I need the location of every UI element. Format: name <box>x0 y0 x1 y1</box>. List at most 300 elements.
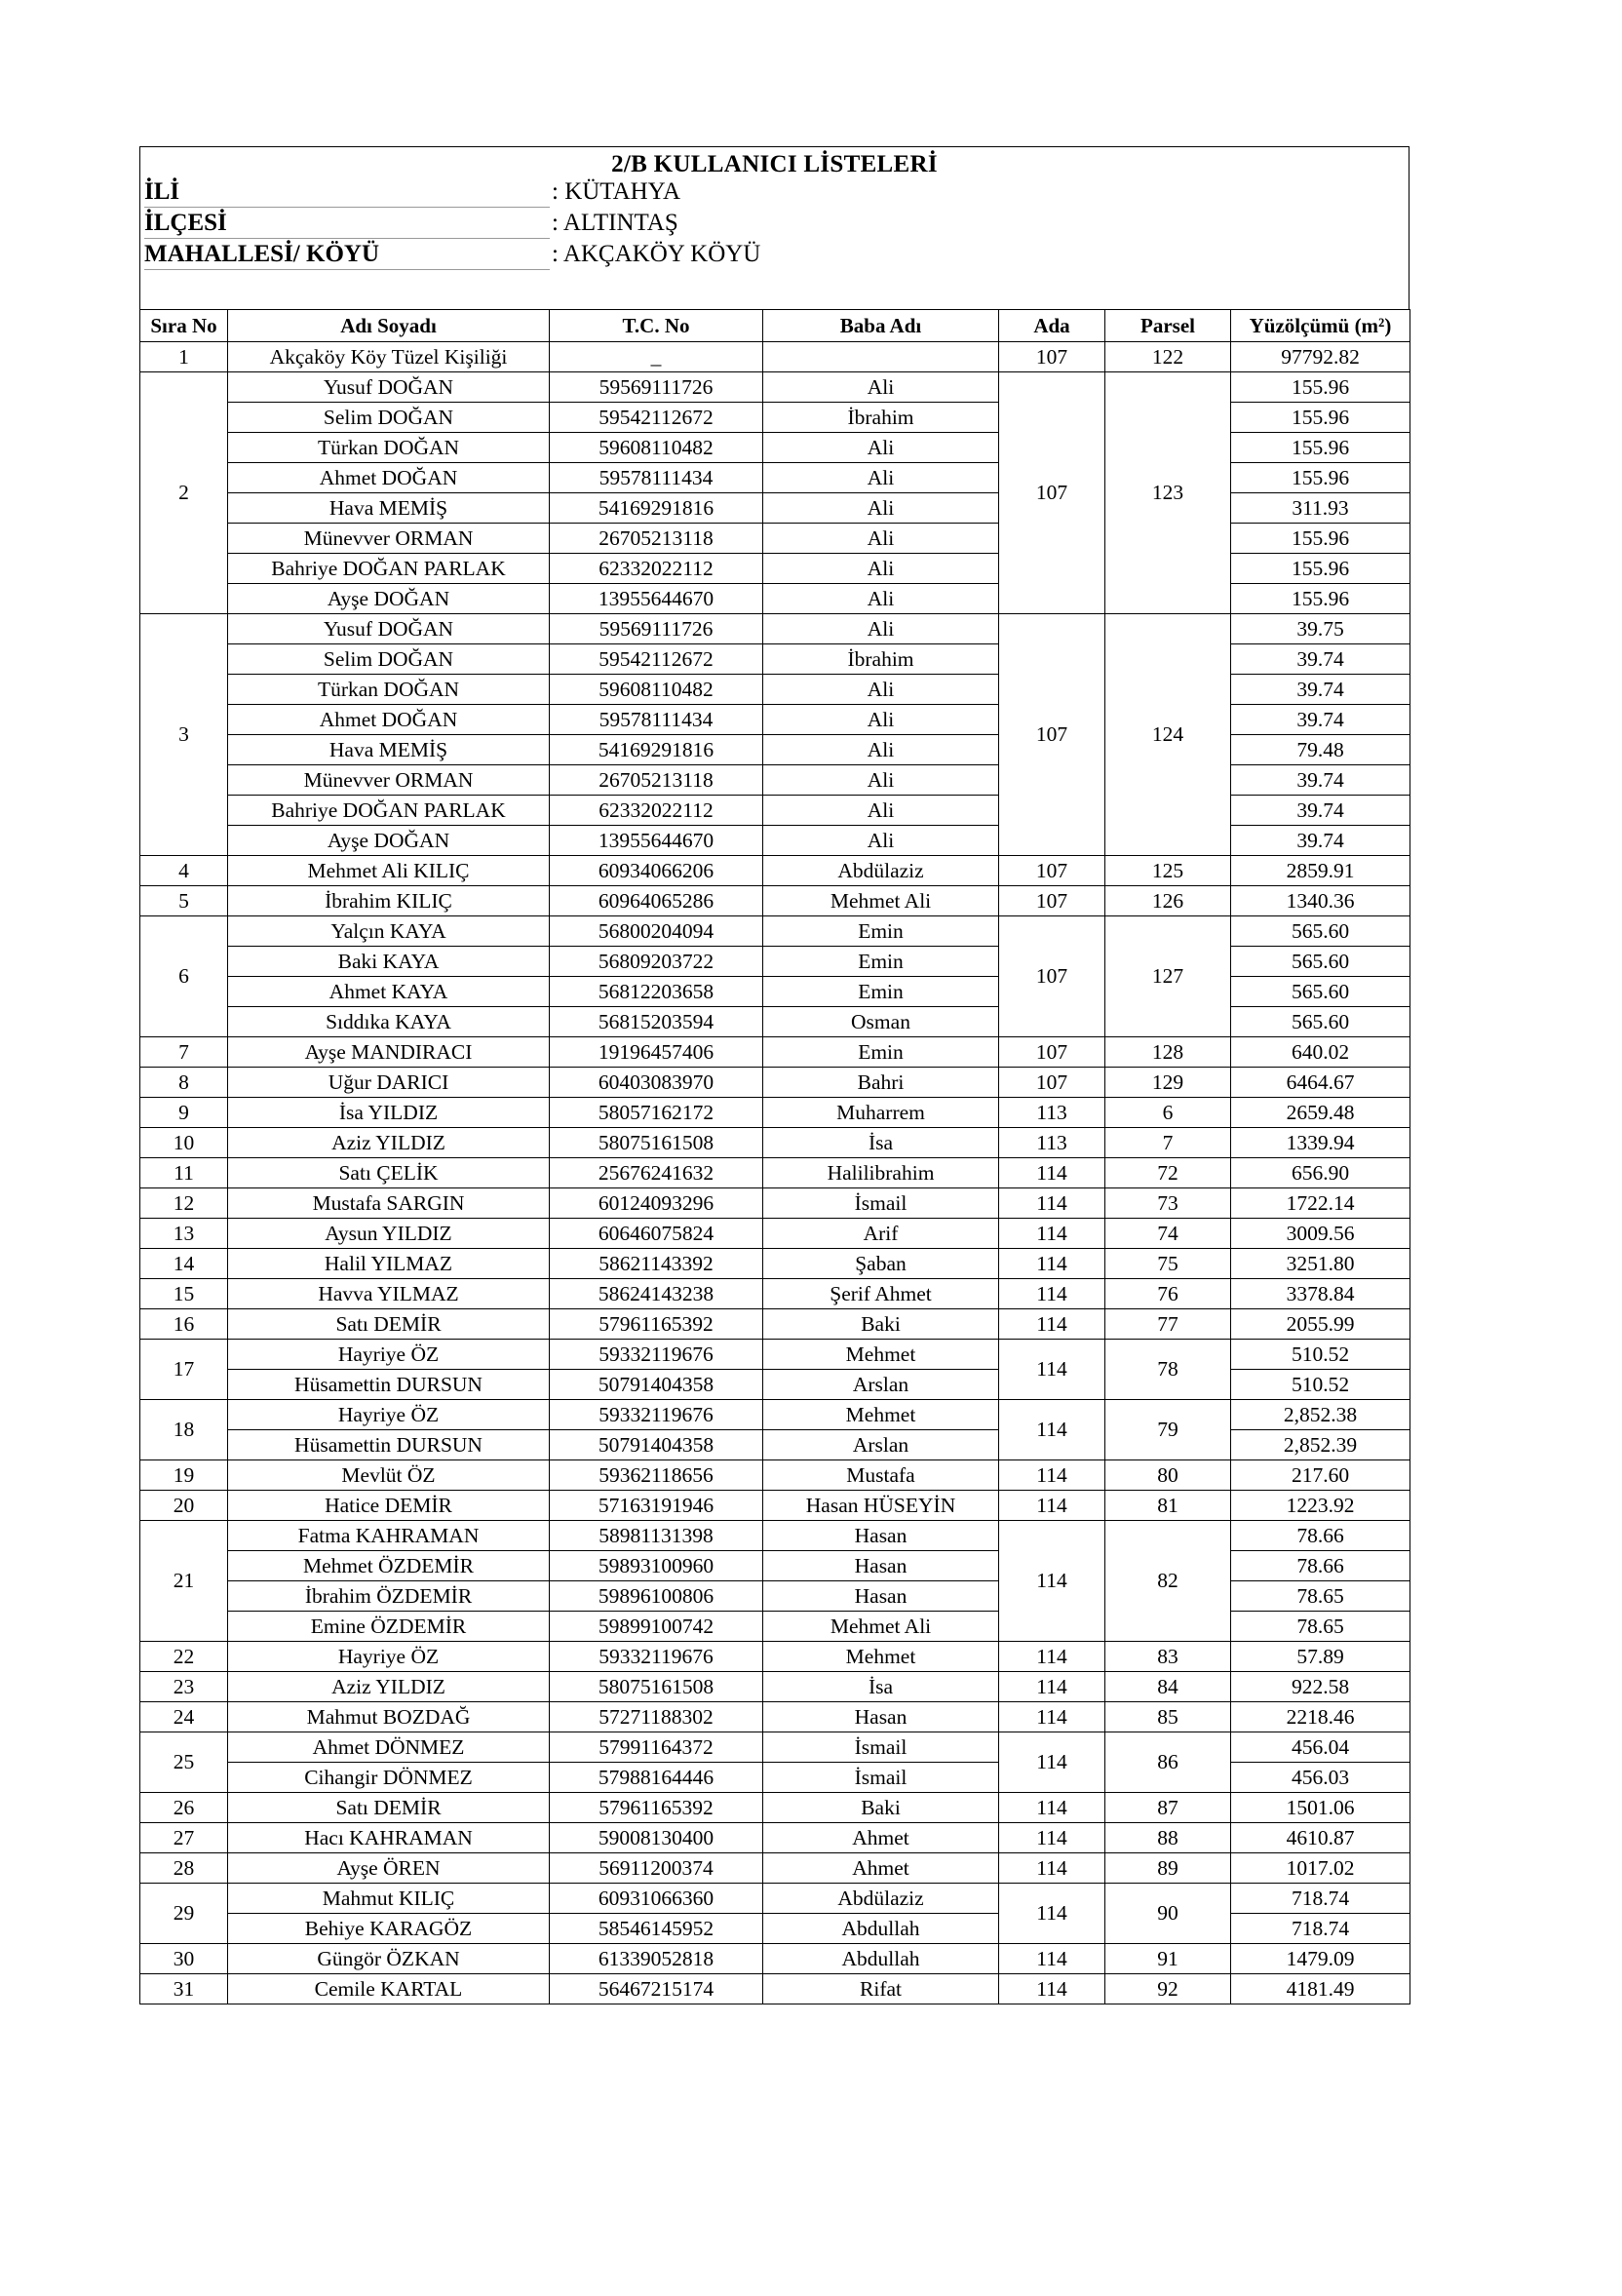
cell-adi-soyadi: Mevlüt ÖZ <box>228 1460 550 1491</box>
cell-yuzolcumu: 3009.56 <box>1231 1219 1410 1249</box>
header-row-mahalle <box>140 241 1409 271</box>
cell-tc-no: 60931066360 <box>550 1884 763 1914</box>
cell-baba-adi: Ali <box>763 493 999 524</box>
cell-adi-soyadi: Akçaköy Köy Tüzel Kişiliği <box>228 342 550 372</box>
cell-tc-no: 13955644670 <box>550 826 763 856</box>
document-title: 2/B KULLANICI LİSTELERİ <box>611 151 938 177</box>
cell-adi-soyadi: Ahmet DOĞAN <box>228 705 550 735</box>
cell-adi-soyadi: Sıddıka KAYA <box>228 1007 550 1037</box>
cell-baba-adi: İsmail <box>763 1188 999 1219</box>
cell-ada: 114 <box>999 1823 1105 1853</box>
cell-sira-no: 30 <box>140 1944 228 1974</box>
cell-yuzolcumu: 39.74 <box>1231 826 1410 856</box>
table-row <box>140 1219 1410 1249</box>
cell-ada: 107 <box>999 372 1105 614</box>
cell-parsel: 78 <box>1105 1340 1231 1400</box>
cell-yuzolcumu: 1340.36 <box>1231 886 1410 916</box>
cell-baba-adi: Emin <box>763 977 999 1007</box>
col-tc-no: T.C. No <box>550 310 763 342</box>
cell-baba-adi: Arslan <box>763 1370 999 1400</box>
cell-tc-no: 59569111726 <box>550 372 763 403</box>
cell-adi-soyadi: Ayşe ÖREN <box>228 1853 550 1884</box>
cell-parsel: 83 <box>1105 1642 1231 1672</box>
cell-baba-adi: Hasan <box>763 1702 999 1732</box>
cell-sira-no: 20 <box>140 1491 228 1521</box>
cell-sira-no: 19 <box>140 1460 228 1491</box>
cell-yuzolcumu: 3251.80 <box>1231 1249 1410 1279</box>
table-row <box>140 1279 1410 1309</box>
cell-baba-adi: Ali <box>763 524 999 554</box>
cell-ada: 113 <box>999 1098 1105 1128</box>
cell-tc-no: 50791404358 <box>550 1370 763 1400</box>
cell-adi-soyadi: Türkan DOĞAN <box>228 675 550 705</box>
cell-tc-no: 50791404358 <box>550 1430 763 1460</box>
cell-tc-no: 56812203658 <box>550 977 763 1007</box>
cell-adi-soyadi: Hava MEMİŞ <box>228 493 550 524</box>
cell-yuzolcumu: 155.96 <box>1231 463 1410 493</box>
cell-adi-soyadi: İsa YILDIZ <box>228 1098 550 1128</box>
cell-adi-soyadi: Münevver ORMAN <box>228 765 550 796</box>
cell-adi-soyadi: Satı ÇELİK <box>228 1158 550 1188</box>
cell-baba-adi: İsmail <box>763 1732 999 1763</box>
cell-adi-soyadi: Ahmet DÖNMEZ <box>228 1732 550 1763</box>
col-parsel: Parsel <box>1105 310 1231 342</box>
cell-sira-no: 29 <box>140 1884 228 1944</box>
table-row <box>140 886 1410 916</box>
cell-sira-no: 9 <box>140 1098 228 1128</box>
cell-yuzolcumu: 2,852.39 <box>1231 1430 1410 1460</box>
cell-sira-no: 14 <box>140 1249 228 1279</box>
cell-sira-no: 11 <box>140 1158 228 1188</box>
cell-parsel: 7 <box>1105 1128 1231 1158</box>
cell-adi-soyadi: Yusuf DOĞAN <box>228 372 550 403</box>
cell-tc-no: 57961165392 <box>550 1309 763 1340</box>
cell-adi-soyadi: Mehmet ÖZDEMİR <box>228 1551 550 1581</box>
cell-baba-adi: Mehmet <box>763 1400 999 1430</box>
cell-tc-no: 56800204094 <box>550 916 763 947</box>
cell-tc-no: 60934066206 <box>550 856 763 886</box>
cell-parsel: 129 <box>1105 1068 1231 1098</box>
cell-adi-soyadi: İbrahim ÖZDEMİR <box>228 1581 550 1612</box>
cell-ada: 114 <box>999 1400 1105 1460</box>
cell-tc-no: 59542112672 <box>550 403 763 433</box>
header-value: : KÜTAHYA <box>552 178 681 205</box>
cell-baba-adi: Hasan HÜSEYİN <box>763 1491 999 1521</box>
cell-yuzolcumu: 1223.92 <box>1231 1491 1410 1521</box>
cell-adi-soyadi: Münevver ORMAN <box>228 524 550 554</box>
cell-yuzolcumu: 565.60 <box>1231 1007 1410 1037</box>
cell-baba-adi: Emin <box>763 947 999 977</box>
cell-yuzolcumu: 39.74 <box>1231 796 1410 826</box>
cell-tc-no: 59332119676 <box>550 1400 763 1430</box>
cell-baba-adi: Abdülaziz <box>763 856 999 886</box>
cell-yuzolcumu: 456.04 <box>1231 1732 1410 1763</box>
table-row <box>140 1340 1410 1370</box>
cell-yuzolcumu: 6464.67 <box>1231 1068 1410 1098</box>
cell-adi-soyadi: Cihangir DÖNMEZ <box>228 1763 550 1793</box>
cell-yuzolcumu: 155.96 <box>1231 554 1410 584</box>
cell-ada: 107 <box>999 886 1105 916</box>
table-row <box>140 1793 1410 1823</box>
cell-ada: 114 <box>999 1340 1105 1400</box>
cell-ada: 114 <box>999 1491 1105 1521</box>
cell-baba-adi: İbrahim <box>763 403 999 433</box>
cell-parsel: 82 <box>1105 1521 1231 1642</box>
cell-sira-no: 2 <box>140 372 228 614</box>
cell-parsel: 123 <box>1105 372 1231 614</box>
cell-parsel: 126 <box>1105 886 1231 916</box>
cell-yuzolcumu: 39.74 <box>1231 705 1410 735</box>
cell-baba-adi: Ali <box>763 765 999 796</box>
cell-yuzolcumu: 155.96 <box>1231 524 1410 554</box>
cell-ada: 107 <box>999 1037 1105 1068</box>
cell-tc-no: 59608110482 <box>550 675 763 705</box>
table-row <box>140 856 1410 886</box>
cell-adi-soyadi: Hayriye ÖZ <box>228 1400 550 1430</box>
cell-baba-adi: Emin <box>763 1037 999 1068</box>
cell-sira-no: 12 <box>140 1188 228 1219</box>
cell-adi-soyadi: Satı DEMİR <box>228 1793 550 1823</box>
cell-tc-no: 59899100742 <box>550 1612 763 1642</box>
cell-parsel: 127 <box>1105 916 1231 1037</box>
cell-baba-adi: Ahmet <box>763 1823 999 1853</box>
cell-tc-no: 56815203594 <box>550 1007 763 1037</box>
cell-adi-soyadi: Hüsamettin DURSUN <box>228 1370 550 1400</box>
cell-tc-no: 62332022112 <box>550 796 763 826</box>
col-baba-adi: Baba Adı <box>763 310 999 342</box>
cell-sira-no: 7 <box>140 1037 228 1068</box>
cell-baba-adi: Emin <box>763 916 999 947</box>
cell-tc-no: 60964065286 <box>550 886 763 916</box>
cell-adi-soyadi: Bahriye DOĞAN PARLAK <box>228 796 550 826</box>
cell-tc-no: 60646075824 <box>550 1219 763 1249</box>
cell-adi-soyadi: Yalçın KAYA <box>228 916 550 947</box>
cell-sira-no: 13 <box>140 1219 228 1249</box>
cell-tc-no: 56467215174 <box>550 1974 763 2004</box>
cell-parsel: 91 <box>1105 1944 1231 1974</box>
cell-tc-no: 54169291816 <box>550 735 763 765</box>
cell-sira-no: 27 <box>140 1823 228 1853</box>
cell-baba-adi: Ali <box>763 584 999 614</box>
cell-sira-no: 21 <box>140 1521 228 1642</box>
cell-baba-adi: Baki <box>763 1793 999 1823</box>
cell-tc-no: 58075161508 <box>550 1128 763 1158</box>
cell-tc-no: _ <box>550 342 763 372</box>
cell-ada: 114 <box>999 1188 1105 1219</box>
cell-baba-adi: Arslan <box>763 1430 999 1460</box>
cell-adi-soyadi: Uğur DARICI <box>228 1068 550 1098</box>
table-row <box>140 1884 1410 1914</box>
cell-tc-no: 26705213118 <box>550 524 763 554</box>
cell-tc-no: 57271188302 <box>550 1702 763 1732</box>
cell-ada: 114 <box>999 1793 1105 1823</box>
header-underline <box>144 269 550 270</box>
cell-yuzolcumu: 565.60 <box>1231 947 1410 977</box>
cell-ada: 114 <box>999 1309 1105 1340</box>
cell-adi-soyadi: Mehmet Ali KILIÇ <box>228 856 550 886</box>
cell-baba-adi: Abdullah <box>763 1914 999 1944</box>
table-row <box>140 1098 1410 1128</box>
cell-tc-no: 59362118656 <box>550 1460 763 1491</box>
cell-yuzolcumu: 39.74 <box>1231 765 1410 796</box>
cell-yuzolcumu: 78.66 <box>1231 1551 1410 1581</box>
cell-adi-soyadi: Mahmut BOZDAĞ <box>228 1702 550 1732</box>
cell-tc-no: 62332022112 <box>550 554 763 584</box>
cell-yuzolcumu: 78.66 <box>1231 1521 1410 1551</box>
cell-tc-no: 61339052818 <box>550 1944 763 1974</box>
cell-parsel: 75 <box>1105 1249 1231 1279</box>
cell-adi-soyadi: Ayşe MANDIRACI <box>228 1037 550 1068</box>
cell-sira-no: 23 <box>140 1672 228 1702</box>
cell-tc-no: 13955644670 <box>550 584 763 614</box>
cell-sira-no: 17 <box>140 1340 228 1400</box>
cell-yuzolcumu: 39.74 <box>1231 644 1410 675</box>
cell-yuzolcumu: 510.52 <box>1231 1340 1410 1370</box>
cell-ada: 114 <box>999 1853 1105 1884</box>
cell-parsel: 77 <box>1105 1309 1231 1340</box>
cell-sira-no: 8 <box>140 1068 228 1098</box>
cell-adi-soyadi: Selim DOĞAN <box>228 403 550 433</box>
cell-baba-adi: İsmail <box>763 1763 999 1793</box>
cell-baba-adi: Hasan <box>763 1551 999 1581</box>
cell-baba-adi: Bahri <box>763 1068 999 1098</box>
cell-sira-no: 6 <box>140 916 228 1037</box>
cell-yuzolcumu: 155.96 <box>1231 372 1410 403</box>
cell-parsel: 73 <box>1105 1188 1231 1219</box>
table-row <box>140 1642 1410 1672</box>
cell-baba-adi: İsa <box>763 1672 999 1702</box>
cell-parsel: 125 <box>1105 856 1231 886</box>
table-row <box>140 1249 1410 1279</box>
cell-ada: 114 <box>999 1279 1105 1309</box>
cell-sira-no: 16 <box>140 1309 228 1340</box>
cell-ada: 107 <box>999 916 1105 1037</box>
cell-ada: 114 <box>999 1460 1105 1491</box>
table-row <box>140 1158 1410 1188</box>
table-row <box>140 614 1410 644</box>
cell-baba-adi: İbrahim <box>763 644 999 675</box>
table-row <box>140 1491 1410 1521</box>
cell-ada: 114 <box>999 1702 1105 1732</box>
cell-ada: 114 <box>999 1732 1105 1793</box>
cell-baba-adi: Mehmet <box>763 1642 999 1672</box>
cell-adi-soyadi: Selim DOĞAN <box>228 644 550 675</box>
user-list-table <box>139 309 1410 2004</box>
cell-adi-soyadi: Aziz YILDIZ <box>228 1672 550 1702</box>
cell-tc-no: 26705213118 <box>550 765 763 796</box>
cell-yuzolcumu: 3378.84 <box>1231 1279 1410 1309</box>
cell-baba-adi: Ali <box>763 554 999 584</box>
cell-baba-adi: Şerif Ahmet <box>763 1279 999 1309</box>
cell-sira-no: 25 <box>140 1732 228 1793</box>
cell-sira-no: 26 <box>140 1793 228 1823</box>
cell-adi-soyadi: Havva YILMAZ <box>228 1279 550 1309</box>
table-row <box>140 1521 1410 1551</box>
cell-yuzolcumu: 1017.02 <box>1231 1853 1410 1884</box>
cell-baba-adi: Muharrem <box>763 1098 999 1128</box>
cell-parsel: 89 <box>1105 1853 1231 1884</box>
cell-baba-adi: Arif <box>763 1219 999 1249</box>
cell-yuzolcumu: 456.03 <box>1231 1763 1410 1793</box>
cell-yuzolcumu: 1479.09 <box>1231 1944 1410 1974</box>
cell-yuzolcumu: 922.58 <box>1231 1672 1410 1702</box>
cell-adi-soyadi: İbrahim KILIÇ <box>228 886 550 916</box>
cell-tc-no: 59569111726 <box>550 614 763 644</box>
cell-tc-no: 58075161508 <box>550 1672 763 1702</box>
cell-baba-adi: Ali <box>763 826 999 856</box>
cell-tc-no: 58981131398 <box>550 1521 763 1551</box>
cell-adi-soyadi: Ahmet KAYA <box>228 977 550 1007</box>
cell-yuzolcumu: 2,852.38 <box>1231 1400 1410 1430</box>
cell-ada: 114 <box>999 1521 1105 1642</box>
header-row-ilce <box>140 210 1409 240</box>
cell-yuzolcumu: 2659.48 <box>1231 1098 1410 1128</box>
cell-adi-soyadi: Ayşe DOĞAN <box>228 584 550 614</box>
cell-sira-no: 31 <box>140 1974 228 2004</box>
cell-parsel: 86 <box>1105 1732 1231 1793</box>
cell-tc-no: 58624143238 <box>550 1279 763 1309</box>
table-row <box>140 1974 1410 2004</box>
cell-yuzolcumu: 78.65 <box>1231 1612 1410 1642</box>
table-row <box>140 1823 1410 1853</box>
cell-ada: 114 <box>999 1249 1105 1279</box>
cell-tc-no: 59332119676 <box>550 1642 763 1672</box>
cell-baba-adi: Ali <box>763 463 999 493</box>
cell-parsel: 122 <box>1105 342 1231 372</box>
cell-parsel: 128 <box>1105 1037 1231 1068</box>
cell-parsel: 6 <box>1105 1098 1231 1128</box>
cell-sira-no: 18 <box>140 1400 228 1460</box>
cell-baba-adi: Ali <box>763 705 999 735</box>
cell-tc-no: 59332119676 <box>550 1340 763 1370</box>
cell-ada: 107 <box>999 342 1105 372</box>
cell-adi-soyadi: Halil YILMAZ <box>228 1249 550 1279</box>
table-row <box>140 1068 1410 1098</box>
cell-tc-no: 58621143392 <box>550 1249 763 1279</box>
table-row <box>140 342 1410 372</box>
cell-yuzolcumu: 510.52 <box>1231 1370 1410 1400</box>
table-row <box>140 1400 1410 1430</box>
cell-yuzolcumu: 4181.49 <box>1231 1974 1410 2004</box>
cell-baba-adi: Ali <box>763 735 999 765</box>
cell-tc-no: 59608110482 <box>550 433 763 463</box>
cell-yuzolcumu: 718.74 <box>1231 1914 1410 1944</box>
cell-adi-soyadi: Behiye KARAGÖZ <box>228 1914 550 1944</box>
cell-adi-soyadi: Baki KAYA <box>228 947 550 977</box>
cell-tc-no: 57988164446 <box>550 1763 763 1793</box>
cell-yuzolcumu: 565.60 <box>1231 977 1410 1007</box>
cell-yuzolcumu: 78.65 <box>1231 1581 1410 1612</box>
cell-yuzolcumu: 39.75 <box>1231 614 1410 644</box>
cell-tc-no: 59896100806 <box>550 1581 763 1612</box>
cell-baba-adi: Ali <box>763 675 999 705</box>
cell-adi-soyadi: Aysun YILDIZ <box>228 1219 550 1249</box>
cell-adi-soyadi: Ahmet DOĞAN <box>228 463 550 493</box>
cell-yuzolcumu: 718.74 <box>1231 1884 1410 1914</box>
cell-sira-no: 4 <box>140 856 228 886</box>
cell-baba-adi <box>763 342 999 372</box>
cell-ada: 114 <box>999 1158 1105 1188</box>
cell-parsel: 87 <box>1105 1793 1231 1823</box>
cell-tc-no: 57991164372 <box>550 1732 763 1763</box>
cell-yuzolcumu: 2055.99 <box>1231 1309 1410 1340</box>
document <box>139 146 1410 2004</box>
cell-baba-adi: Ali <box>763 614 999 644</box>
cell-tc-no: 54169291816 <box>550 493 763 524</box>
cell-adi-soyadi: Bahriye DOĞAN PARLAK <box>228 554 550 584</box>
cell-parsel: 79 <box>1105 1400 1231 1460</box>
cell-baba-adi: Ahmet <box>763 1853 999 1884</box>
cell-yuzolcumu: 57.89 <box>1231 1642 1410 1672</box>
cell-baba-adi: Ali <box>763 372 999 403</box>
table-row <box>140 372 1410 403</box>
cell-adi-soyadi: Hava MEMİŞ <box>228 735 550 765</box>
cell-baba-adi: Mehmet Ali <box>763 886 999 916</box>
cell-ada: 107 <box>999 856 1105 886</box>
cell-tc-no: 60403083970 <box>550 1068 763 1098</box>
cell-adi-soyadi: Satı DEMİR <box>228 1309 550 1340</box>
table-row <box>140 1702 1410 1732</box>
header-underline <box>144 238 550 239</box>
table-row <box>140 1188 1410 1219</box>
header-row <box>140 310 1410 342</box>
cell-adi-soyadi: Güngör ÖZKAN <box>228 1944 550 1974</box>
cell-sira-no: 15 <box>140 1279 228 1309</box>
header-label: İLİ <box>144 178 180 205</box>
cell-ada: 114 <box>999 1944 1105 1974</box>
cell-yuzolcumu: 2218.46 <box>1231 1702 1410 1732</box>
table-row <box>140 1309 1410 1340</box>
cell-parsel: 85 <box>1105 1702 1231 1732</box>
cell-ada: 114 <box>999 1642 1105 1672</box>
document-header <box>139 146 1410 309</box>
header-value: : AKÇAKÖY KÖYÜ <box>552 241 761 267</box>
cell-baba-adi: Abdülaziz <box>763 1884 999 1914</box>
cell-tc-no: 58057162172 <box>550 1098 763 1128</box>
cell-parsel: 81 <box>1105 1491 1231 1521</box>
cell-yuzolcumu: 311.93 <box>1231 493 1410 524</box>
cell-parsel: 76 <box>1105 1279 1231 1309</box>
header-value: : ALTINTAŞ <box>552 210 678 236</box>
cell-yuzolcumu: 1722.14 <box>1231 1188 1410 1219</box>
cell-yuzolcumu: 565.60 <box>1231 916 1410 947</box>
cell-yuzolcumu: 640.02 <box>1231 1037 1410 1068</box>
cell-tc-no: 57961165392 <box>550 1793 763 1823</box>
cell-sira-no: 10 <box>140 1128 228 1158</box>
cell-parsel: 74 <box>1105 1219 1231 1249</box>
cell-tc-no: 57163191946 <box>550 1491 763 1521</box>
cell-ada: 114 <box>999 1672 1105 1702</box>
cell-yuzolcumu: 39.74 <box>1231 675 1410 705</box>
cell-tc-no: 59008130400 <box>550 1823 763 1853</box>
cell-baba-adi: Halilibrahim <box>763 1158 999 1188</box>
cell-baba-adi: Abdullah <box>763 1944 999 1974</box>
cell-yuzolcumu: 79.48 <box>1231 735 1410 765</box>
cell-tc-no: 59893100960 <box>550 1551 763 1581</box>
table-row <box>140 1460 1410 1491</box>
cell-yuzolcumu: 97792.82 <box>1231 342 1410 372</box>
cell-parsel: 90 <box>1105 1884 1231 1944</box>
cell-adi-soyadi: Fatma KAHRAMAN <box>228 1521 550 1551</box>
header-label: MAHALLESİ/ KÖYÜ <box>144 241 380 267</box>
header-underline <box>144 207 550 208</box>
cell-tc-no: 60124093296 <box>550 1188 763 1219</box>
cell-adi-soyadi: Hacı KAHRAMAN <box>228 1823 550 1853</box>
cell-sira-no: 5 <box>140 886 228 916</box>
col-yuzolcumu: Yüzölçümü (m²) <box>1231 310 1410 342</box>
cell-sira-no: 1 <box>140 342 228 372</box>
cell-baba-adi: Mehmet <box>763 1340 999 1370</box>
